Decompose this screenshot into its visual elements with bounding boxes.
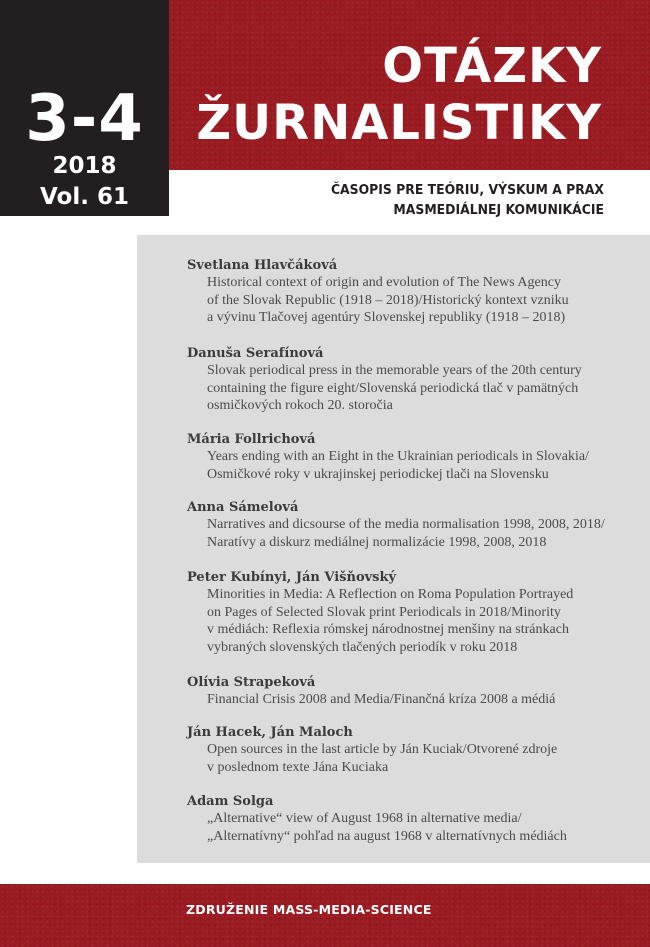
toc-title-line: v médiách: Reflexia rómskej národnostnej menšiny na stránkach <box>207 622 569 637</box>
publisher-name: ZDRUŽENIE MASS-MEDIA-SCIENCE <box>186 902 432 917</box>
toc-title-line: Minorities in Media: A Reflection on Roma Population Portrayed <box>207 587 574 602</box>
toc-title-line: Naratívy a diskurz mediálnej normalizácie 1998, 2008, 2018 <box>207 534 547 550</box>
toc-author: Svetlana Hlavčáková <box>187 258 338 273</box>
toc-entry <box>187 431 637 483</box>
toc-entry <box>187 724 637 776</box>
subtitle-line1: ČASOPIS PRE TEÓRIU, VÝSKUM A PRAX <box>330 182 604 198</box>
issue-box <box>0 0 169 216</box>
toc-title-line: „Alternatívny“ pohľad na august 1968 v alternatívnych médiách <box>207 828 567 844</box>
toc-entry <box>187 499 637 551</box>
issue-year: 2018 <box>52 153 117 179</box>
toc-title-line: Osmičkové roky v ukrajinskej periodickej tlači na Slovensku <box>207 466 549 482</box>
journal-title-line2: ŽURNALISTIKY <box>196 95 602 151</box>
toc-title-line: Years ending with an Eight in the Ukrainian periodicals in Slovakia/ <box>207 449 589 464</box>
toc-title-line: of the Slovak Republic (1918 – 2018)/Historický kontext vzniku <box>207 292 569 308</box>
toc-entry <box>187 793 637 845</box>
toc-title-line: Historical context of origin and evolution of The News Agency <box>207 275 561 290</box>
issue-number: 3-4 <box>25 82 144 156</box>
subtitle-line2: MASMEDIÁLNEJ KOMUNIKÁCIE <box>393 202 604 218</box>
toc-title-line: Narratives and dicsourse of the media normalisation 1998, 2008, 2018/ <box>207 517 605 532</box>
toc-author: Adam Solga <box>187 794 274 809</box>
toc-author: Anna Sámelová <box>187 500 299 515</box>
toc-author: Olívia Strapeková <box>187 675 316 690</box>
toc-title-line: v poslednom texte Jána Kuciaka <box>207 759 389 775</box>
toc-title-line: vybraných slovenských tlačených periodík v roku 2018 <box>207 639 518 655</box>
toc-title-line: osmičkových rokoch 20. storočia <box>207 398 393 413</box>
toc-author: Mária Follrichová <box>187 432 316 447</box>
toc-title-line: a vývinu Tlačovej agentúry Slovenskej republiky (1918 – 2018) <box>207 310 566 325</box>
toc-title-line: Financial Crisis 2008 and Media/Finančná kríza 2008 a médiá <box>207 692 556 707</box>
toc-title-line: containing the figure eight/Slovenská periodická tlač v pamätných <box>207 380 579 396</box>
toc-entry <box>187 569 637 656</box>
toc-entry <box>187 257 637 327</box>
toc-title-line: „Alternative“ view of August 1968 in alternative media/ <box>207 811 522 826</box>
table-of-contents <box>137 235 650 863</box>
toc-entry <box>187 345 637 415</box>
toc-title-line: Slovak periodical press in the memorable years of the 20th century <box>207 363 582 378</box>
toc-author: Danuša Serafínová <box>187 346 324 361</box>
toc-author: Ján Hacek, Ján Maloch <box>187 725 353 740</box>
toc-title-line: on Pages of Selected Slovak print Periodicals in 2018/Minority <box>207 604 561 620</box>
journal-title-line1: OTÁZKY <box>382 38 602 94</box>
toc-entry <box>187 674 637 709</box>
toc-title-line: Open sources in the last article by Ján Kuciak/Otvorené zdroje <box>207 742 558 757</box>
issue-volume: Vol. 61 <box>40 184 129 210</box>
toc-author: Peter Kubínyi, Ján Višňovský <box>187 570 397 585</box>
journal-subtitle <box>199 180 604 220</box>
